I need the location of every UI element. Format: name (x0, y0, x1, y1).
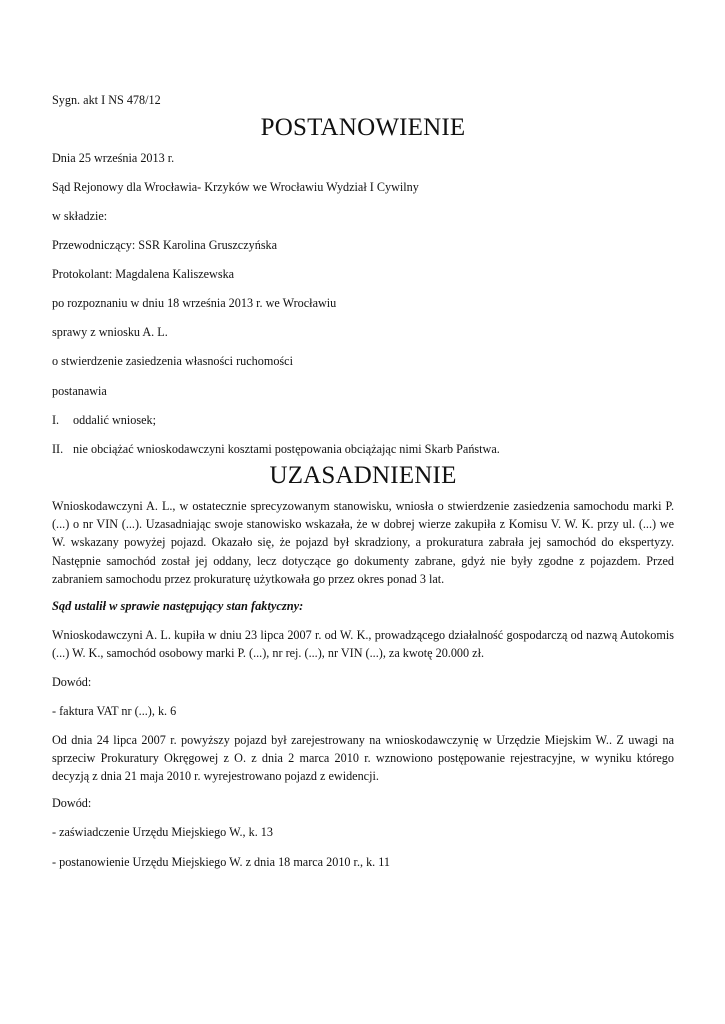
ruling-item (52, 442, 500, 457)
evidence-item: - faktura VAT nr (...), k. 6 (52, 704, 177, 718)
composition-label: w składzie: (52, 209, 108, 223)
facts-heading: Sąd ustalił w sprawie następujący stan faktyczny: (52, 599, 304, 613)
justification-paragraph: Wnioskodawczyni A. L., w ostatecznie sprecyzowanym stanowisku, wniosła o stwierdzenie zasiedzenia samochodu marki P. (...) o nr VIN (...). Uzasadniając swoje stanowisko wskazała, że w dobrej wierze zakupiła z Komisu V. W. K. przy ul. (...) we W. wskazany powyżej pojazd. Okazało się, że pojazd był skradziony, a prokuratura zabrała jej samochód do ekspertyzy. Następnie samochód został jej oddany, lecz dotyczące go dokumenty zabrane, gdyż nie były zgodne z pojazdem. Przed zabraniem samochodu przez prokuraturę użytkowała go przez okres ponad 3 lat. (52, 499, 674, 586)
presiding-judge: Przewodniczący: SSR Karolina Gruszczyńska (52, 238, 278, 252)
evidence-item: - zaświadczenie Urzędu Miejskiego W., k. 13 (52, 825, 273, 839)
case-applicant: sprawy z wniosku A. L. (52, 325, 168, 339)
facts-paragraph: Od dnia 24 lipca 2007 r. powyższy pojazd był zarejestrowany na wnioskodawczynię w Urzędzie Miejskim W.. Z uwagi na sprzeciw Prokuratury Okręgowej z O. z dnia 2 marca 2010 r. wznowiono postępowanie rejestracyjne, w wyniku którego decyzją z dnia 21 maja 2010 r. wyrejestrowano pojazd z ewidencji. (52, 733, 674, 784)
date-line: Dnia 25 września 2013 r. (52, 151, 175, 165)
evidence-label: Dowód: (52, 675, 92, 689)
case-signature: Sygn. akt I NS 478/12 (52, 93, 161, 107)
ruling-item (52, 413, 156, 428)
ruling-text: nie obciążać wnioskodawczyni kosztami postępowania obciążając nimi Skarb Państwa. (73, 442, 500, 456)
hearing-date: po rozpoznaniu w dniu 18 września 2013 r. we Wrocławiu (52, 296, 337, 310)
ruling-text: oddalić wniosek; (73, 413, 156, 427)
ruling-number: II. (52, 442, 64, 456)
decides-label: postanawia (52, 384, 107, 398)
court-clerk: Protokolant: Magdalena Kaliszewska (52, 267, 235, 281)
evidence-item: - postanowienie Urzędu Miejskiego W. z dnia 18 marca 2010 r., k. 11 (52, 855, 391, 869)
ruling-number: I. (52, 413, 60, 427)
document-title: POSTANOWIENIE (260, 114, 466, 141)
court-name: Sąd Rejonowy dla Wrocławia- Krzyków we Wrocławiu Wydział I Cywilny (52, 180, 419, 194)
case-subject: o stwierdzenie zasiedzenia własności ruchomości (52, 354, 293, 368)
document-page (52, 0, 674, 1024)
facts-paragraph: Wnioskodawczyni A. L. kupiła w dniu 23 lipca 2007 r. od W. K., prowadzącego działalność gospodarczą od nazwą Autokomis (...) W. K., samochód osobowy marki P. (...), nr rej. (...), nr VIN (...), za kwotę 20.000 zł. (52, 628, 674, 661)
justification-title: UZASADNIENIE (269, 462, 457, 489)
evidence-label: Dowód: (52, 796, 92, 810)
